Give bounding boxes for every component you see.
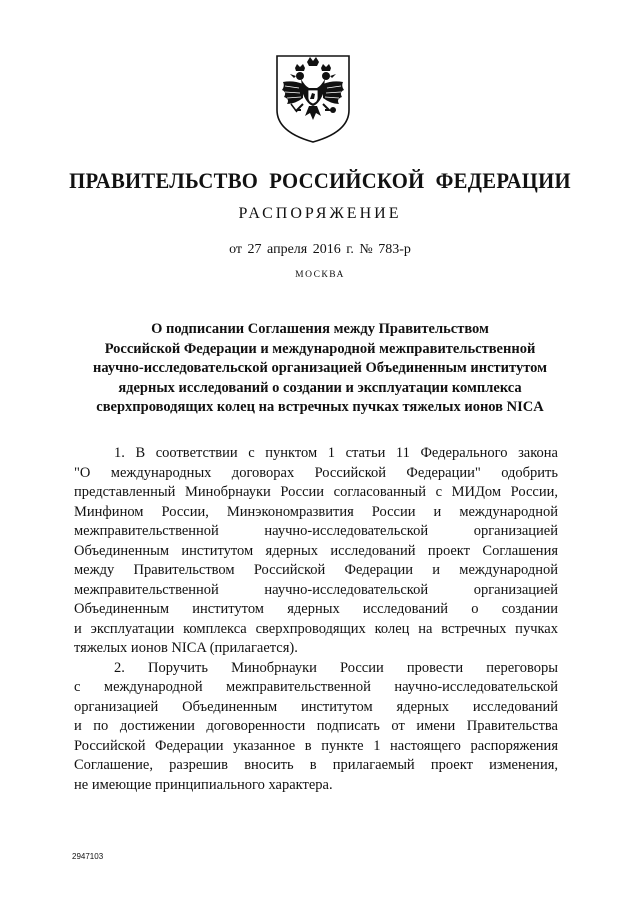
body-line: Объединенным институтом ядерных исследований о создании (74, 601, 558, 617)
document-type: РАСПОРЯЖЕНИЕ (238, 205, 402, 222)
government-title: ПРАВИТЕЛЬСТВО РОССИЙСКОЙ ФЕДЕРАЦИИ (69, 168, 571, 193)
subject-line: научно-исследовательской организацией Объединенным институтом (93, 360, 547, 376)
body-line: 1. В соответствии с пунктом 1 статьи 11 Федерального закона (114, 445, 558, 461)
body-line: межправительственной научно-исследовательской организацией (74, 523, 558, 539)
body-line: 2. Поручить Минобрнауки России провести переговоры (114, 659, 558, 676)
document-city: МОСКВА (295, 270, 345, 280)
paragraph-2 (74, 659, 558, 796)
body-line: и эксплуатации комплекса сверхпроводящих колец на встречных пучках (74, 620, 558, 637)
subject-line: О подписании Соглашения между Правительством (151, 321, 489, 337)
body-line: межправительственной научно-исследовательской организацией (74, 581, 558, 598)
body-line: "О международных договорах Российской Федерации" одобрить (74, 464, 558, 481)
body-line: Минфином России, Минэкономразвития России и международной (74, 503, 558, 520)
body-line: Российской Федерации указанное в пункте 1 настоящего распоряжения (74, 737, 558, 754)
body-line: и по достижении договоренности подписать от имени Правительства (74, 718, 558, 734)
body-line: с международной межправительственной научно-исследовательской (74, 679, 558, 695)
document-date-number: от 27 апреля 2016 г. № 783-р (229, 242, 411, 257)
body-line: Соглашение, разрешив вносить в прилагаемый проект изменения, (74, 757, 558, 773)
body-line: Объединенным институтом ядерных исследований проект Соглашения (74, 542, 558, 559)
subject-line: ядерных исследований о создании и эксплуатации комплекса (118, 379, 522, 396)
paragraph-1 (74, 444, 558, 659)
body-line: не имеющие принципиального характера. (74, 776, 333, 793)
document-subject (70, 320, 570, 418)
document-code: 2947103 (72, 852, 104, 861)
coat-of-arms-icon (273, 52, 353, 144)
body-line: тяжелых ионов NICA (прилагается). (74, 640, 298, 656)
body-line: между Правительством Российской Федерации и международной (74, 562, 558, 578)
body-line: организацией Объединенным институтом ядерных исследований (74, 698, 558, 715)
subject-line: сверхпроводящих колец на встречных пучках тяжелых ионов NICA (96, 399, 544, 415)
subject-line: Российской Федерации и международной межправительственной (104, 340, 536, 357)
document-body (74, 444, 558, 795)
body-line: представленный Минобрнауки России согласованный с МИДом России, (74, 484, 558, 500)
